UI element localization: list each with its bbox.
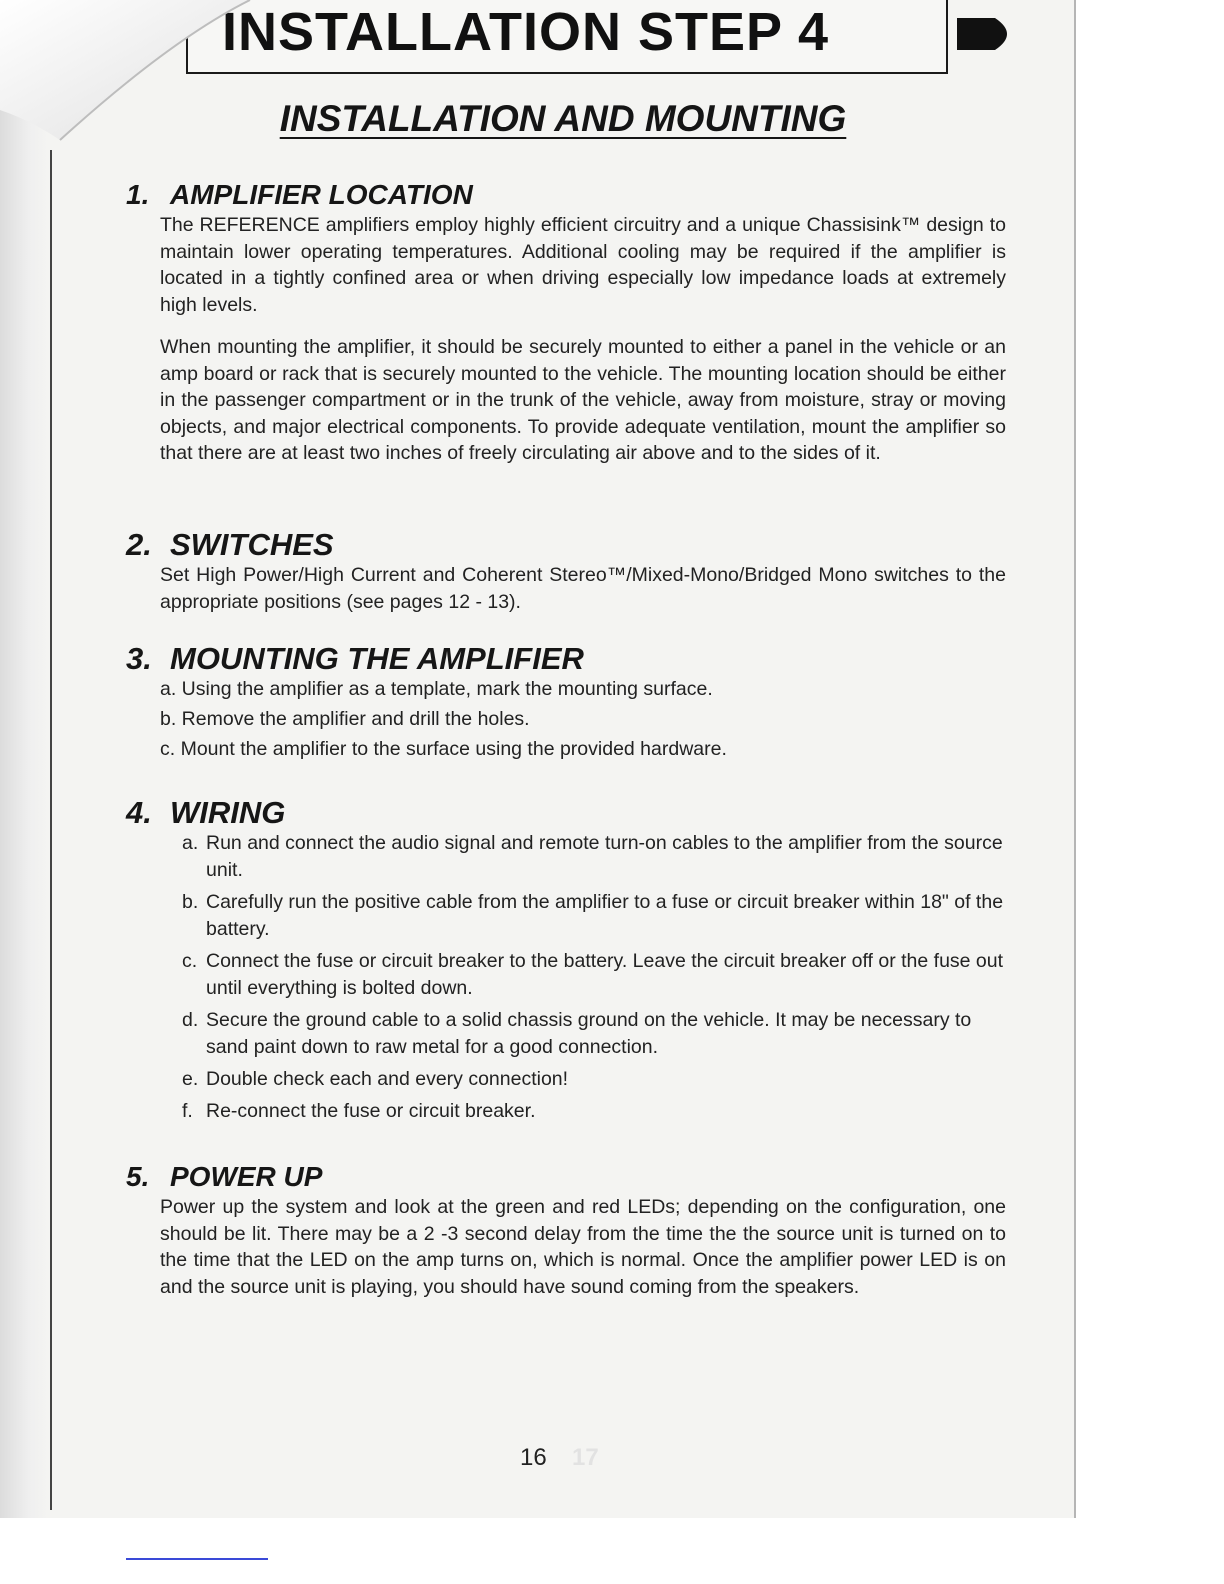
item-letter: f.	[182, 1100, 193, 1122]
item-text: Connect the fuse or circuit breaker to the battery. Leave the circuit breaker off or the fuse out until everything is bolted down.	[206, 950, 1004, 999]
section-body	[160, 212, 1006, 467]
step-list	[182, 830, 1006, 1125]
section-number: 2.	[126, 527, 152, 562]
list-item: a. Using the amplifier as a template, mark the mounting surface.	[160, 678, 713, 700]
section-title: AMPLIFIER LOCATION	[170, 179, 473, 210]
section-amplifier-location	[126, 178, 1006, 483]
list-item	[182, 830, 1006, 884]
step-list	[160, 676, 1006, 762]
section-heading	[126, 528, 1006, 562]
item-text: Carefully run the positive cable from the amplifier to a fuse or circuit breaker within 18" of the battery.	[206, 891, 1004, 940]
ghost-page-number: 17	[572, 1444, 599, 1471]
section-title: SWITCHES	[170, 527, 334, 562]
item-text: Run and connect the audio signal and remote turn-on cables to the amplifier from the source unit.	[206, 832, 1003, 881]
section-heading	[126, 178, 1006, 212]
item-letter: d.	[182, 1009, 199, 1031]
item-letter: c.	[182, 950, 198, 972]
list-item	[182, 1066, 1006, 1093]
item-letter: b.	[182, 891, 199, 913]
page-shadow	[0, 0, 48, 1518]
item-letter: e.	[182, 1068, 199, 1090]
section-title: WIRING	[170, 795, 286, 830]
list-item	[182, 1007, 1006, 1061]
list-item	[182, 948, 1006, 1002]
section-heading	[126, 796, 1006, 830]
section-number: 1.	[126, 179, 150, 210]
item-text: Secure the ground cable to a solid chassis ground on the vehicle. It may be necessary to sand paint down to raw metal for a good connection.	[206, 1009, 972, 1058]
section-wiring	[126, 796, 1006, 1130]
page-edge-line	[50, 150, 52, 1510]
paragraph: When mounting the amplifier, it should be securely mounted to either a panel in the vehicle or an amp board or rack that is securely mounted to the vehicle. The mounting location should be either in the passenger compartment or in the trunk of the vehicle, away from moisture, stray or moving objects, and major electrical components. To provide adequate ventilation, mount the amplifier so that there are at least two inches of freely circulating air above and to the sides of it.	[160, 336, 1006, 464]
arrow-right-icon	[955, 14, 1021, 54]
page-right-edge	[1074, 0, 1076, 1518]
section-power-up	[126, 1160, 1006, 1316]
page-subtitle: INSTALLATION AND MOUNTING	[279, 98, 847, 139]
section-number: 5.	[126, 1161, 150, 1192]
section-switches	[126, 528, 1006, 631]
list-item: c. Mount the amplifier to the surface using the provided hardware.	[160, 738, 727, 760]
item-letter: a.	[182, 832, 199, 854]
item-text: Re-connect the fuse or circuit breaker.	[206, 1100, 536, 1122]
item-text: Double check each and every connection!	[206, 1068, 569, 1090]
page-title: INSTALLATION STEP 4	[222, 2, 830, 62]
paragraph: Power up the system and look at the green and red LEDs; depending on the configuration, one should be lit. There may be a 2 -3 second delay from the time the the source unit is turned on to the time that the LED on the amp turns on, which is normal. Once the amplifier power LED is on and the source unit is playing, you should have sound coming from the speakers.	[160, 1196, 1006, 1298]
page-number: 16	[520, 1444, 547, 1471]
section-number: 3.	[126, 641, 152, 676]
list-item	[182, 889, 1006, 943]
list-item: b. Remove the amplifier and drill the holes.	[160, 708, 530, 730]
section-title: POWER UP	[170, 1161, 323, 1192]
section-mounting	[126, 642, 1006, 766]
paragraph: Set High Power/High Current and Coherent Stereo™/Mixed-Mono/Bridged Mono switches to the appropriate positions (see pages 12 - 13).	[160, 564, 1006, 613]
section-body	[160, 562, 1006, 615]
section-title: MOUNTING THE AMPLIFIER	[170, 641, 584, 676]
section-body	[160, 1194, 1006, 1300]
bottom-link-line	[126, 1558, 268, 1560]
list-item	[182, 1098, 1006, 1125]
paragraph: The REFERENCE amplifiers employ highly efficient circuitry and a unique Chassisink™ design to maintain lower operating temperatures. Additional cooling may be required if the amplifier is located in a tightly confined area or when driving especially low impedance loads at extremely high levels.	[160, 214, 1006, 316]
section-heading	[126, 1160, 1006, 1194]
section-heading	[126, 642, 1006, 676]
section-number: 4.	[126, 795, 152, 830]
